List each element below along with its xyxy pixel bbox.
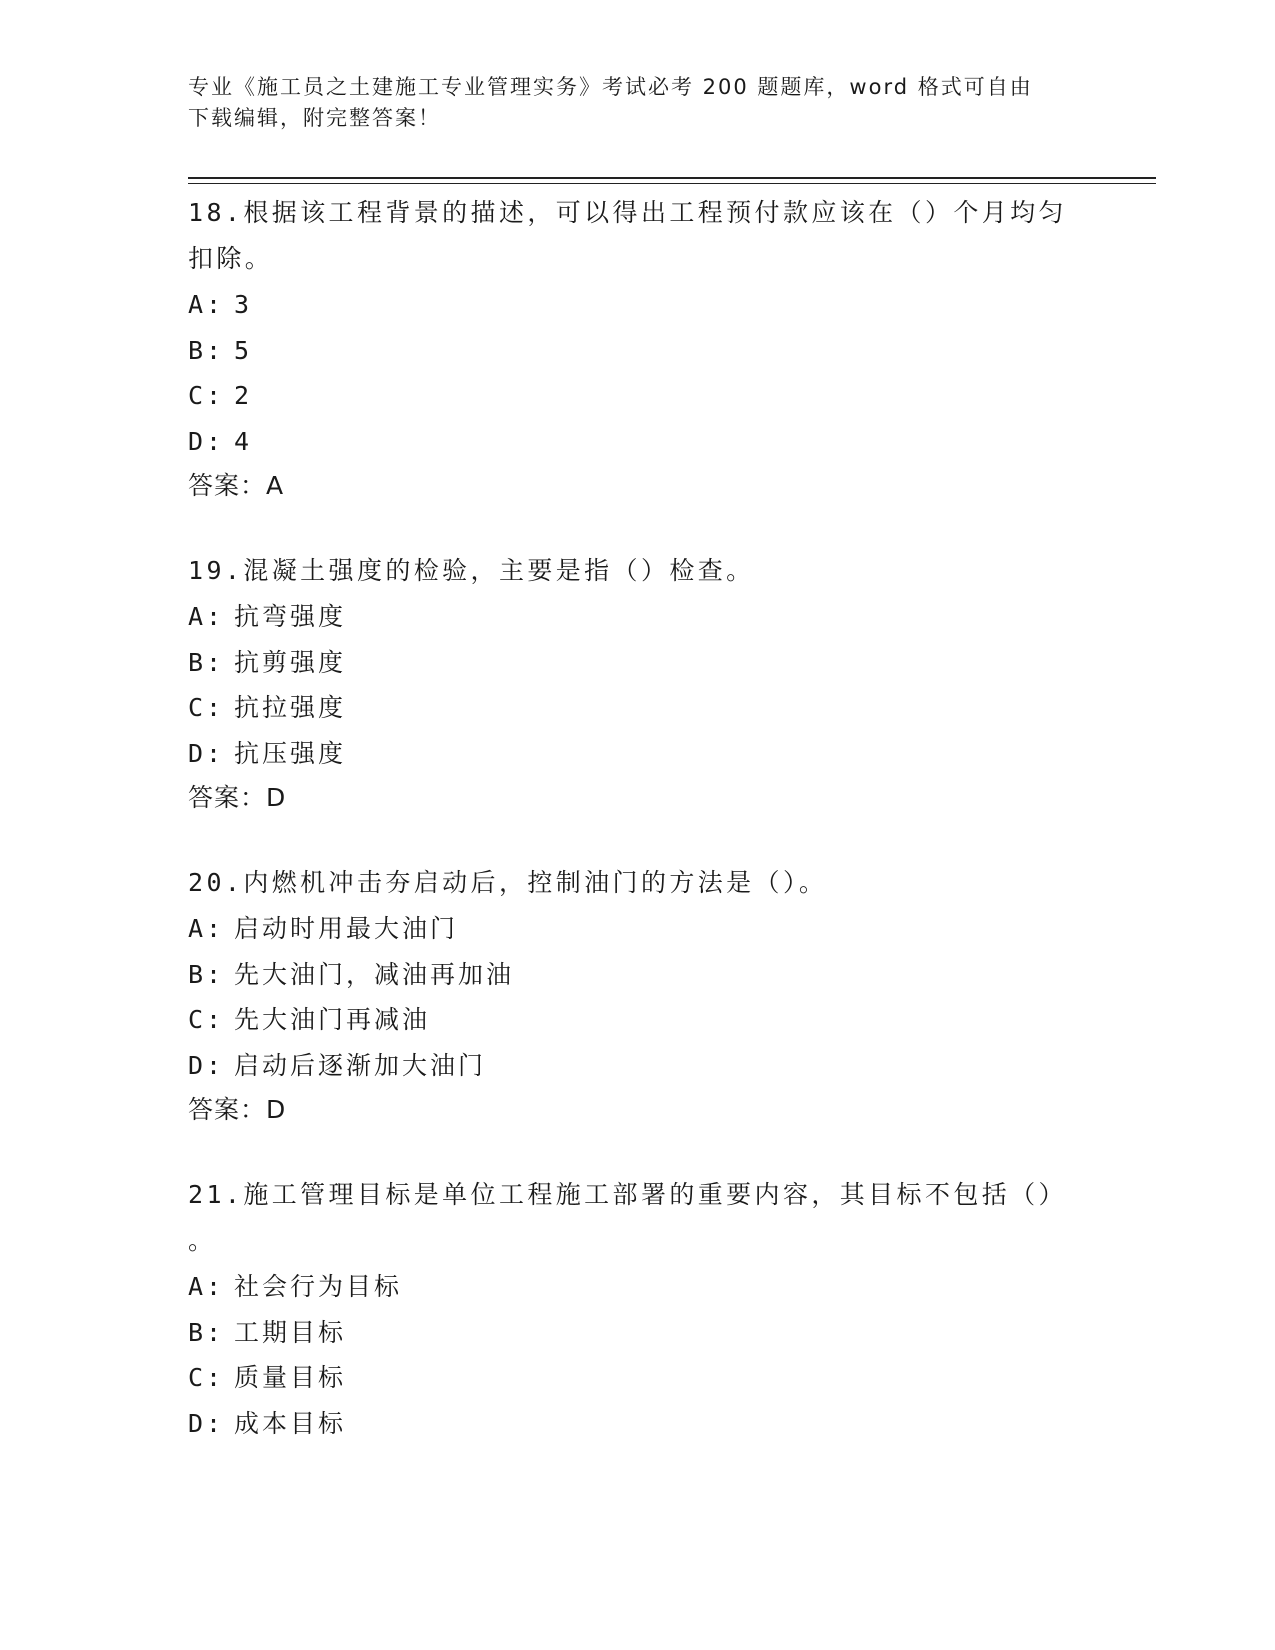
answer-text: 答案：A [188,471,285,500]
option-label: C: [188,693,225,722]
option-text: 工期目标 [234,1317,347,1347]
option-label: A: [188,290,225,319]
option-text: 抗压强度 [234,738,347,768]
option-b [188,952,1088,998]
option-label: A: [188,914,225,943]
option-c [188,1355,1088,1401]
option-text: 5 [234,335,253,365]
option-label: B: [188,335,225,365]
header-divider-thin [188,183,1156,184]
option-text: 2 [234,381,253,410]
option-label: C: [188,381,225,410]
document-header [188,72,1068,134]
option-c [188,685,1088,731]
option-c [188,997,1088,1043]
question-stem-continued: 扣除。 [188,244,274,273]
question-stem: 19.混凝土强度的检验，主要是指（）检查。 [188,556,755,585]
option-c [188,373,1088,419]
option-label: A: [188,1272,225,1301]
option-label: C: [188,1363,225,1392]
option-label: C: [188,1005,225,1034]
option-b [188,640,1088,686]
option-text: 先大油门，减油再加油 [234,959,515,989]
header-divider-thick [188,177,1156,179]
option-label: B: [188,959,225,989]
option-a [188,282,1088,328]
option-text: 先大油门再减油 [234,1005,431,1034]
option-text: 成本目标 [234,1408,347,1438]
option-label: D: [188,1050,225,1080]
option-text: 4 [234,426,253,456]
question-20 [188,860,1088,1132]
answer-text: 答案：D [188,1095,287,1124]
question-21 [188,1172,1088,1446]
option-text: 质量目标 [234,1363,347,1392]
header-line-1: 专业《施工员之土建施工专业管理实务》考试必考 200 题题库，word 格式可自由 [188,75,1033,99]
option-d [188,419,1088,465]
option-text: 启动后逐渐加大油门 [234,1050,487,1080]
option-d [188,731,1088,777]
answer-text: 答案：D [188,783,287,812]
question-list [188,190,1088,1486]
option-text: 抗拉强度 [234,693,347,722]
option-d [188,1401,1088,1447]
option-a [188,906,1088,952]
question-stem-continued: 。 [188,1226,217,1255]
option-label: D: [188,426,225,456]
question-stem: 20.内燃机冲击夯启动后，控制油门的方法是（）。 [188,868,828,897]
option-b [188,328,1088,374]
option-label: B: [188,647,225,677]
option-label: D: [188,738,225,768]
option-a [188,594,1088,640]
question-19 [188,548,1088,820]
option-label: A: [188,602,225,631]
option-label: D: [188,1408,225,1438]
option-text: 社会行为目标 [234,1272,403,1301]
option-b [188,1310,1088,1356]
option-text: 抗剪强度 [234,647,347,677]
option-d [188,1043,1088,1089]
question-stem: 18.根据该工程背景的描述，可以得出工程预付款应该在（）个月均匀 [188,198,1067,227]
option-label: B: [188,1317,225,1347]
option-text: 抗弯强度 [234,602,347,631]
option-text: 启动时用最大油门 [234,914,459,943]
header-line-2: 下载编辑，附完整答案！ [188,106,441,130]
question-stem: 21.施工管理目标是单位工程施工部署的重要内容，其目标不包括（） [188,1180,1067,1209]
option-text: 3 [234,290,253,319]
question-18 [188,190,1088,508]
option-a [188,1264,1088,1310]
